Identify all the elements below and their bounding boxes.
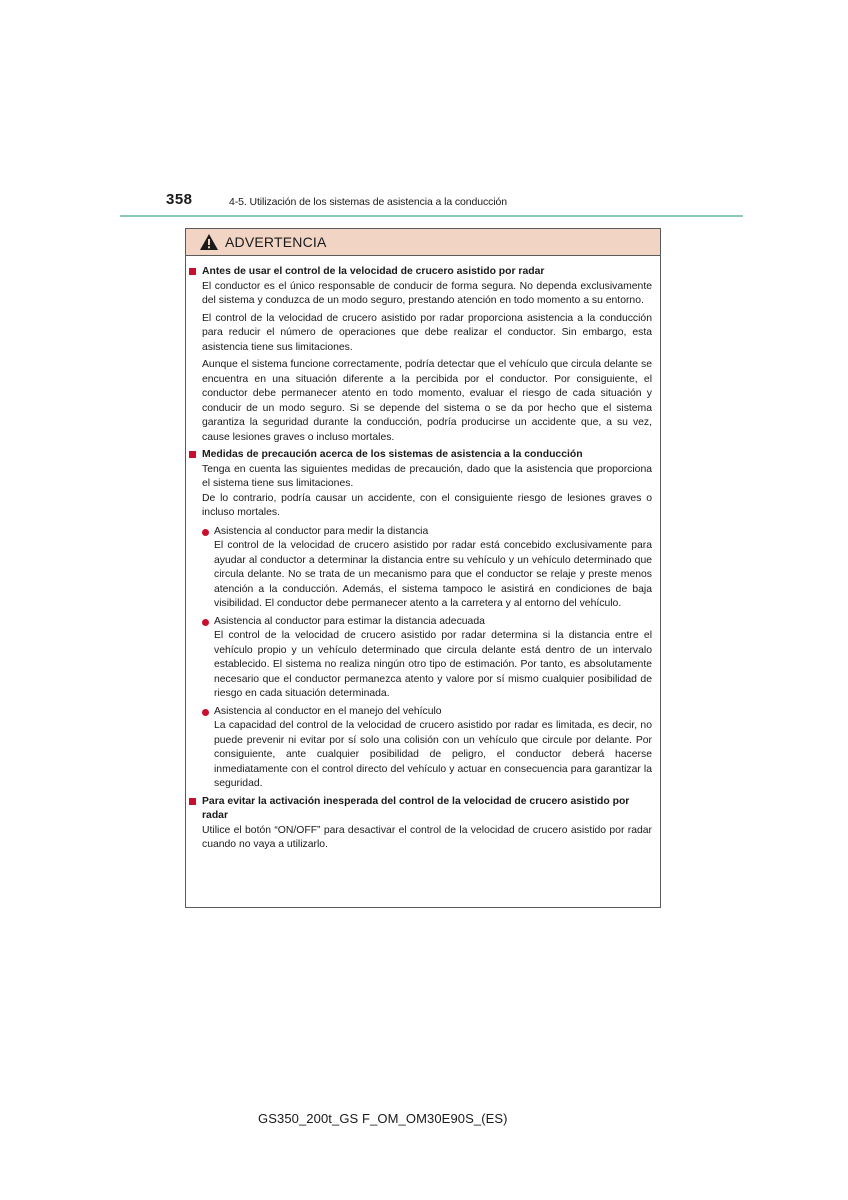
paragraph: De lo contrario, podría causar un accidente, con el consiguiente riesgo de lesiones graves o incluso mortales. [202, 492, 652, 518]
section-heading-text: Antes de usar el control de la velocidad de crucero asistido por radar [202, 266, 545, 277]
paragraph: El conductor es el único responsable de conducir de forma segura. No dependa exclusivamente del sistema y conduzca de un modo seguro, prestando atención en todo momento a su entorno. [202, 280, 652, 306]
round-bullet-icon [202, 709, 209, 716]
paragraph: Aunque el sistema funcione correctamente, podría detectar que el vehículo que circula delante se encuentra en una situación diferente a la percibida por el conductor. Por consiguiente, el conductor debe permanecer atento en todo momento, evaluar el riesgo de cada situación y conducir de un modo seguro. Si se depende del sistema o se da por hecho que el sistema garantiza la seguridad durante la conducción, podría producirse un accidente que, a su vez, cause lesiones graves o incluso mortales. [202, 359, 652, 443]
warning-title: ADVERTENCIA [225, 234, 327, 250]
list-item-title: Asistencia al conductor para estimar la distancia adecuada [214, 615, 485, 627]
paragraph: Tenga en cuenta las siguientes medidas de precaución, dado que la asistencia que proporciona el sistema tiene sus limitaciones. [202, 463, 652, 489]
list-item-text: La capacidad del control de la velocidad de crucero asistido por radar es limitada, es decir, no puede prevenir ni evitar por sí solo una colisión con un vehículo que circule por delante. Por consiguiente, ante cualquier posibilidad de peligro, el conductor deberá hacerse inmediatamente con el control directo del vehículo y actuar en consecuencia para garantizar la seguridad. [214, 720, 652, 789]
list-item-text: El control de la velocidad de crucero asistido por radar determina si la distancia entre el vehículo propio y un vehículo determinado que circula delante está dentro de un intervalo establecido. El sistema no realiza ningún otro tipo de estimación. Por tanto, es absolutamente necesario que el conductor permanezca atento y valore por sí mismo cualquier posibilidad de riesgo en cada situación determinada. [214, 630, 652, 699]
section-heading [189, 265, 652, 280]
list-item-text: El control de la velocidad de crucero asistido por radar está concebido exclusivamente para ayudar al conductor a determinar la distancia entre su vehículo y un vehículo determinado que circula delante. No se trata de un mecanismo para que el conductor se relaje y preste menos atención a la conducción. Además, el sistema tampoco le asistirá en condiciones de baja visibilidad. El conductor debe permanecer atento a la carretera y al entorno del vehículo. [214, 540, 652, 609]
paragraph: El control de la velocidad de crucero asistido por radar proporciona asistencia a la conducción para reducir el número de operaciones que debe realizar el conductor. Sin embargo, esta asistencia tiene sus limitaciones. [202, 312, 652, 353]
round-bullet-icon [202, 529, 209, 536]
round-bullet-icon [202, 619, 209, 626]
list-item-title: Asistencia al conductor en el manejo del vehículo [214, 705, 442, 717]
square-bullet-icon [189, 798, 196, 805]
list-item [189, 525, 652, 615]
section-heading-text: Medidas de precaución acerca de los sistemas de asistencia a la conducción [202, 449, 583, 460]
warning-triangle-icon [199, 233, 219, 251]
header-divider [120, 215, 743, 217]
section-heading [189, 448, 652, 463]
square-bullet-icon [189, 451, 196, 458]
section-heading-text: Para evitar la activación inesperada del control de la velocidad de crucero asistido por radar [202, 795, 630, 821]
page-number: 358 [166, 191, 193, 208]
section-title: 4-5. Utilización de los sistemas de asistencia a la conducción [229, 196, 508, 208]
warning-box [185, 228, 661, 908]
section-heading [189, 795, 652, 824]
list-item [189, 705, 652, 795]
paragraph: Utilice el botón “ON/OFF” para desactivar el control de la velocidad de crucero asistido por radar cuando no vaya a utilizarlo. [202, 824, 652, 850]
list-item [189, 615, 652, 705]
warning-header [186, 229, 660, 256]
list-item-title: Asistencia al conductor para medir la distancia [214, 525, 429, 537]
square-bullet-icon [189, 268, 196, 275]
warning-body [186, 256, 660, 853]
document-code: GS350_200t_GS F_OM_OM30E90S_(ES) [258, 1111, 508, 1126]
